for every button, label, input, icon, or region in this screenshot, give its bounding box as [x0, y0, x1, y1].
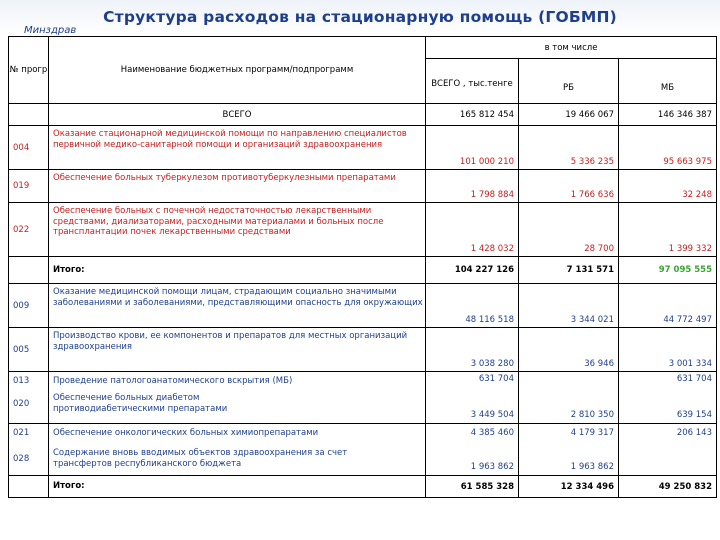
subtotal-rb: 12 334 496 — [519, 476, 619, 498]
header-rb: РБ — [519, 59, 619, 104]
subtotal-total: 104 227 126 — [426, 257, 519, 284]
row-rb: 1 766 636 — [519, 170, 619, 203]
row-total: 3 449 504 — [470, 410, 514, 420]
row-mb: 639 154 — [676, 410, 712, 420]
table-row — [9, 203, 717, 257]
total-label: ВСЕГО — [49, 104, 426, 126]
row-rb: 1 963 862 — [570, 462, 614, 472]
subtotal-row — [9, 257, 717, 284]
subtotal-row — [9, 476, 717, 498]
table-row — [9, 424, 717, 476]
subtotal-label: Итого: — [49, 476, 426, 498]
row-name: Оказание стационарной медицинской помощи по направлению специалистов первичной медико-санитарной помощи и организаций здравоохранения — [49, 126, 426, 170]
row-name: Производство крови, ее компонентов и препаратов для местных организаций здравоохранения — [49, 328, 426, 372]
header-name: Наименование бюджетных программ/подпрограмм — [49, 37, 426, 104]
row-code: 022 — [9, 203, 49, 257]
table-header-row — [9, 37, 717, 59]
row-code: 009 — [9, 284, 49, 328]
row-name: Обеспечение онкологических больных химиопрепаратами — [53, 428, 319, 438]
row-name: Оказание медицинской помощи лицам, страдающим социально значимыми заболеваниями и заболеваниями, представляющими опасность для окружающих — [49, 284, 426, 328]
row-mb: 631 704 — [676, 374, 712, 384]
row-mb: 1 399 332 — [619, 203, 717, 257]
row-name: Обеспечение больных с почечной недостаточностью лекарственными средствами, диализаторами, расходными материалами и больных после трансплантации почек лекарственными средствами — [49, 203, 426, 257]
row-name: Содержание вновь вводимых объектов здравоохранения за счет трансфертов республиканского бюджета — [53, 448, 348, 469]
row-rb: 4 179 317 — [570, 428, 614, 438]
header-prog: № прогр — [9, 37, 49, 104]
row-total: 48 116 518 — [426, 284, 519, 328]
row-code: 013 — [13, 376, 30, 386]
row-mb: 3 001 334 — [619, 328, 717, 372]
row-total: 1 428 032 — [426, 203, 519, 257]
row-total: 1 963 862 — [470, 462, 514, 472]
row-name: Проведение патологоанатомического вскрытия (МБ) — [53, 376, 293, 386]
subtotal-mb: 49 250 832 — [619, 476, 717, 498]
row-code: 019 — [9, 170, 49, 203]
row-code: 020 — [13, 399, 30, 409]
row-code: 028 — [13, 454, 30, 464]
row-mb: 32 248 — [619, 170, 717, 203]
header-total: ВСЕГО , тыс.тенге — [426, 59, 519, 104]
page-title: Структура расходов на стационарную помощь (ГОБМП) — [103, 8, 617, 26]
row-total: 4 385 460 — [470, 428, 514, 438]
row-code: 004 — [9, 126, 49, 170]
row-total: 101 000 210 — [426, 126, 519, 170]
row-name: Обеспечение больных туберкулезом противотуберкулезными препаратами — [49, 170, 426, 203]
brand-label: Минздрав — [24, 25, 77, 36]
row-total: 631 704 — [478, 374, 514, 384]
subtotal-total: 61 585 328 — [426, 476, 519, 498]
subtotal-label: Итого: — [49, 257, 426, 284]
row-rb: 2 810 350 — [570, 410, 614, 420]
table-row — [9, 284, 717, 328]
table-row — [9, 104, 717, 126]
total-mb: 146 346 387 — [619, 104, 717, 126]
header-mb: МБ — [619, 59, 717, 104]
row-total: 1 798 884 — [426, 170, 519, 203]
row-mb: 44 772 497 — [619, 284, 717, 328]
total-value: 165 812 454 — [426, 104, 519, 126]
row-mb: 206 143 — [676, 428, 712, 438]
header-included: в том числе — [426, 37, 717, 59]
row-code: 005 — [9, 328, 49, 372]
table-row — [9, 372, 717, 424]
subtotal-mb: 97 095 555 — [619, 257, 717, 284]
row-total: 3 038 280 — [426, 328, 519, 372]
expense-table — [8, 36, 717, 498]
row-code: 021 — [13, 428, 30, 438]
row-mb: 95 663 975 — [619, 126, 717, 170]
table-row — [9, 126, 717, 170]
table-row — [9, 170, 717, 203]
row-rb: 28 700 — [519, 203, 619, 257]
subtotal-rb: 7 131 571 — [519, 257, 619, 284]
row-name: Обеспечение больных диабетом противодиабетическими препаратами — [53, 393, 228, 414]
table-row — [9, 328, 717, 372]
row-rb: 5 336 235 — [519, 126, 619, 170]
row-rb: 3 344 021 — [519, 284, 619, 328]
row-rb: 36 946 — [519, 328, 619, 372]
total-rb: 19 466 067 — [519, 104, 619, 126]
